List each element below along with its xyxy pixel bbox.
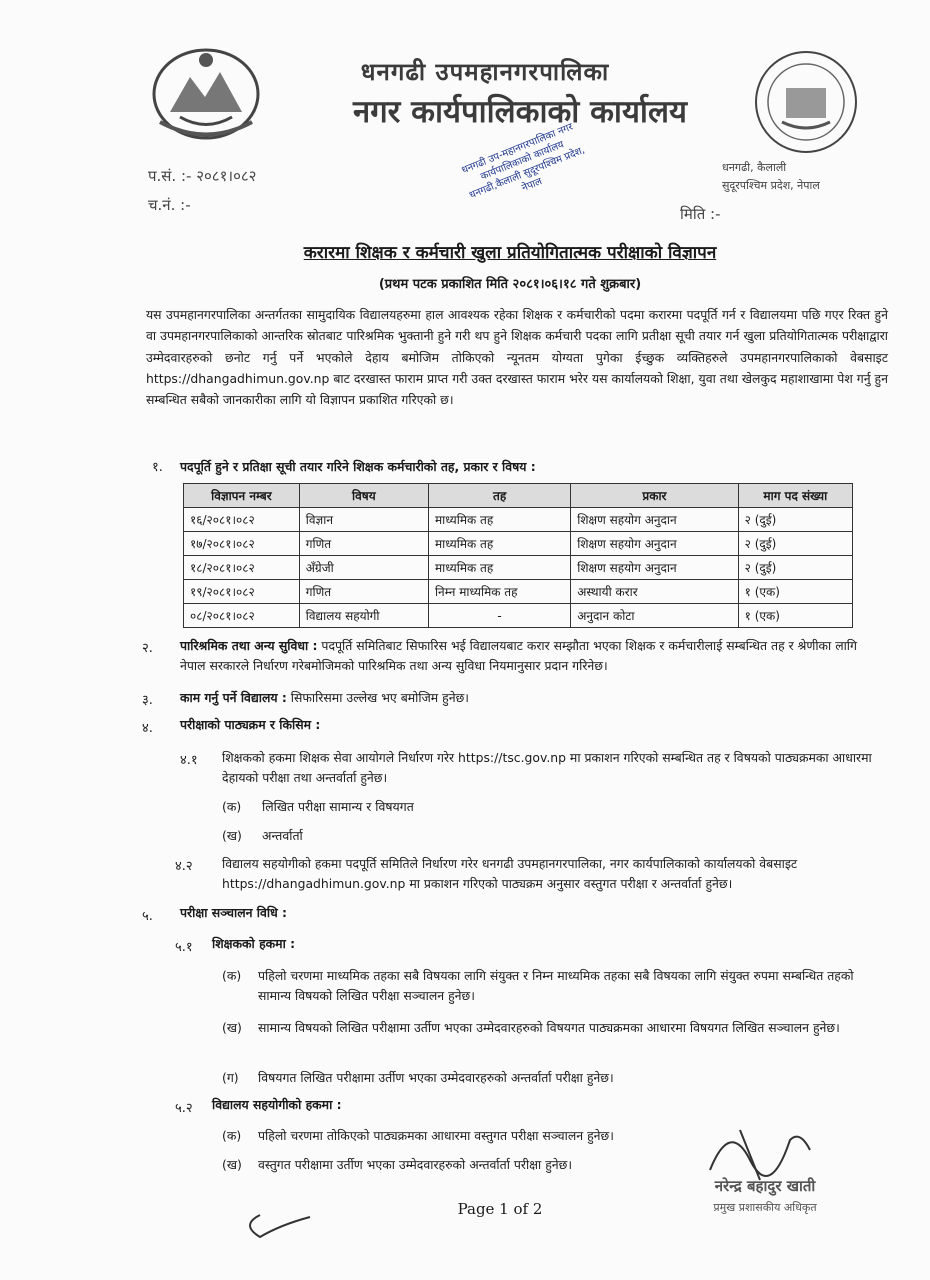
- section-4-number: ४.: [142, 721, 153, 736]
- cell: अस्थायी करार: [571, 580, 738, 604]
- cell: १ (एक): [738, 580, 852, 604]
- section-5-2-title: विद्यालय सहयोगीको हकमा :: [212, 1097, 342, 1112]
- cell: अँग्रेजी: [299, 556, 428, 580]
- cell: ०८/२०८१।०८२: [184, 604, 300, 628]
- notice-title: करारमा शिक्षक र कर्मचारी खुला प्रतियोगितात्मक परीक्षाको विज्ञापन: [303, 243, 717, 263]
- date-label: मिति :-: [680, 205, 721, 223]
- cell: शिक्षण सहयोग अनुदान: [571, 508, 738, 532]
- cell: १९/२०८१।०८२: [184, 580, 300, 604]
- section-4-2-text: विद्यालय सहयोगीको हकमा पदपूर्ति समितिले निर्धारण गरेर धनगढी उपमहानगरपालिका, नगर कार्यपालिकाको कार्यालयको वेबसाइट https://dhangadhimun.gov.np मा प्रकाशन गरिएको पाठ्यक्रम अनुसार वस्तुगत परीक्षा र अन्तर्वार्ता हुनेछ।: [222, 856, 798, 891]
- section-2-body: [180, 636, 880, 676]
- cell: गणित: [299, 532, 428, 556]
- section-3-title: काम गर्नु पर्ने विद्यालय :: [180, 690, 287, 705]
- cell: माध्यमिक तह: [428, 556, 570, 580]
- section-5-1-item-mark: (ख): [222, 1020, 242, 1035]
- cell: १ (एक): [738, 604, 852, 628]
- cell: २ (दुई): [738, 508, 852, 532]
- signatory-title: प्रमुख प्रशासकीय अधिकृत: [713, 1201, 817, 1214]
- section-5-2-item-mark: (ख): [222, 1157, 242, 1172]
- section-5-1-item-text: विषयगत लिखित परीक्षामा उर्तीण भएका उम्मेदवारहरुको अन्तर्वार्ता परीक्षा हुनेछ।: [258, 1070, 614, 1085]
- section-4-1-text: शिक्षकको हकमा शिक्षक सेवा आयोगले निर्धारण गरेर https://tsc.gov.np मा प्रकाशन गरिएको सम्बन्धित तह र विषयको पाठ्यक्रमका आधारमा देहायको परीक्षा तथा अन्तर्वार्ता हुनेछ।: [222, 750, 872, 785]
- section-5-2-item-text: पहिलो चरणमा तोकिएको पाठ्यक्रमका आधारमा वस्तुगत परीक्षा सञ्चालन हुनेछ।: [258, 1128, 614, 1143]
- section-2-text: पदपूर्ति समितिबाट सिफारिस भई विद्यालयबाट करार सम्झौता भएका शिक्षक र कर्मचारीलाई सम्बन्धित तह र श्रेणीका लागि नेपाल सरकारले निर्धारण गरेबमोजिमको पारिश्रमिक तथा अन्य सुविधा नियमानुसार प्रदान गरिनेछ।: [180, 638, 857, 673]
- cell: माध्यमिक तह: [428, 532, 570, 556]
- section-5-2-item-mark: (क): [222, 1128, 242, 1143]
- section-5-2-number: ५.२: [175, 1101, 193, 1116]
- section-3-number: ३.: [142, 693, 153, 708]
- table-row: [184, 508, 853, 532]
- section-4-title: परीक्षाको पाठ्यक्रम र किसिम :: [180, 717, 321, 732]
- cell: -: [428, 604, 570, 628]
- reference-number: प.सं. :- २०८१।०८२: [148, 167, 257, 185]
- section-4-1-item-text: अन्तर्वार्ता: [262, 828, 303, 843]
- section-1-number: १.: [152, 460, 163, 475]
- table-row: [184, 532, 853, 556]
- col-type: प्रकार: [571, 484, 738, 508]
- address-line-2: सुदूरपश्चिम प्रदेश, नेपाल: [722, 179, 820, 192]
- cell: माध्यमिक तह: [428, 508, 570, 532]
- section-1-title: पदपूर्ति हुने र प्रतिक्षा सूची तयार गरिने शिक्षक कर्मचारीको तह, प्रकार र विषय :: [180, 459, 536, 474]
- municipality-seal-icon: [752, 48, 860, 156]
- office-name: धनगढी उपमहानगरपालिका: [360, 58, 610, 86]
- cell: २ (दुई): [738, 556, 852, 580]
- table-row: [184, 580, 853, 604]
- section-5-2-item-text: वस्तुगत परीक्षामा उर्तीण भएका उम्मेदवारहरुको अन्तर्वार्ता परीक्षा हुनेछ।: [258, 1157, 573, 1172]
- section-4-1-item-text: लिखित परीक्षा सामान्य र विषयगत: [262, 799, 414, 814]
- cell: १६/२०८१।०८२: [184, 508, 300, 532]
- col-ad-number: विज्ञापन नम्बर: [184, 484, 300, 508]
- cell: अनुदान कोटा: [571, 604, 738, 628]
- section-2-title: पारिश्रमिक तथा अन्य सुविधा :: [180, 638, 318, 653]
- vacancy-table: [183, 483, 853, 628]
- cell: गणित: [299, 580, 428, 604]
- cell: १८/२०८१।०८२: [184, 556, 300, 580]
- cell: २ (दुई): [738, 532, 852, 556]
- section-5-title: परीक्षा सञ्चालन विधि :: [180, 905, 287, 920]
- initial-scribble: [240, 1205, 320, 1245]
- col-level: तह: [428, 484, 570, 508]
- intro-paragraph: यस उपमहानगरपालिका अन्तर्गतका सामुदायिक विद्यालयहरुमा हाल आवश्यक रहेका शिक्षक र कर्मचारीको पदमा करारमा पदपूर्ति गर्न र विद्यालयमा पछि गएर रिक्त हुने वा उपमहानगरपालिकाको आन्तरिक स्रोतबाट पारिश्रमिक भुक्तानी हुने गरी थप हुने शिक्षक कर्मचारी पदका लागि प्रतीक्षा सूची तयार गर्न खुला प्रतियोगितात्मक परीक्षाद्वारा उम्मेदवारहरुको छनोट गर्नु पर्ने भएकोले देहाय बमोजिम तोकिएको न्यूनतम योग्यता पुगेका ईच्छुक व्यक्तिहरुले उपमहानगरपालिकाको वेबसाइट https://dhangadhimun.gov.np बाट दरखास्त फाराम प्राप्त गरी उक्त दरखास्त फाराम भरेर यस कार्यालयको शिक्षा, युवा तथा खेलकुद महाशाखामा पेश गर्नु हुन सम्बन्धित सबैको जानकारीका लागि यो विज्ञापन प्रकाशित गरिएको छ।: [146, 307, 888, 408]
- nepal-emblem-icon: [150, 42, 262, 142]
- section-5-1-item-text: सामान्य विषयको लिखित परीक्षामा उर्तीण भएका उम्मेदवारहरुको विषयगत पाठ्यक्रमका आधारमा विषयगत लिखित सञ्चालन हुनेछ।: [258, 1020, 840, 1035]
- section-5-1-title: शिक्षकको हकमा :: [212, 936, 296, 951]
- office-stamp: धनगढी उप-महानगरपालिका नगर कार्यपालिकाको कार्यालय धनगढी,कैलाली सुदूरपश्चिम प्रदेश, नेपाल: [460, 121, 587, 202]
- section-3-body: [180, 688, 880, 708]
- section-4-2-number: ४.२: [175, 859, 193, 874]
- col-post-count: माग पद संख्या: [738, 484, 852, 508]
- cell: विद्यालय सहयोगी: [299, 604, 428, 628]
- table-header-row: [184, 484, 853, 508]
- dispatch-number: च.नं. :-: [148, 196, 191, 214]
- section-4-1-item-mark: (ख): [222, 828, 242, 843]
- col-subject: विषय: [299, 484, 428, 508]
- section-4-1-item-mark: (क): [222, 799, 242, 814]
- table-row: [184, 604, 853, 628]
- cell: १७/२०८१।०८२: [184, 532, 300, 556]
- address-line-1: धनगढी, कैलाली: [722, 161, 787, 174]
- office-title: नगर कार्यपालिकाको कार्यालय: [353, 94, 687, 130]
- table-row: [184, 556, 853, 580]
- signatory-name: नरेन्द्र बहादुर खाती: [714, 1177, 816, 1195]
- cell: निम्न माध्यमिक तह: [428, 580, 570, 604]
- section-2-number: २.: [142, 641, 153, 656]
- section-3-text: सिफारिसमा उल्लेख भए बमोजिम हुनेछ।: [290, 690, 469, 705]
- notice-subtitle: (प्रथम पटक प्रकाशित मिति २०८१।०६।१८ गते शुक्रबार): [378, 277, 642, 292]
- cell: विज्ञान: [299, 508, 428, 532]
- page-number: Page 1 of 2: [457, 1200, 543, 1218]
- section-5-number: ५.: [142, 909, 153, 924]
- section-5-1-number: ५.१: [175, 940, 193, 955]
- cell: शिक्षण सहयोग अनुदान: [571, 532, 738, 556]
- cell: शिक्षण सहयोग अनुदान: [571, 556, 738, 580]
- section-5-1-item-mark: (क): [222, 968, 242, 983]
- section-4-1-number: ४.१: [180, 753, 198, 768]
- section-5-1-item-mark: (ग): [222, 1070, 239, 1085]
- section-5-1-item-text: पहिलो चरणमा माध्यमिक तहका सबै विषयका लागि संयुक्त र निम्न माध्यमिक तहका सबै विषयका लागि संयुक्त रुपमा सम्बन्धित तहको सामान्य विषयको लिखित परीक्षा सञ्चालन हुनेछ।: [258, 968, 854, 1003]
